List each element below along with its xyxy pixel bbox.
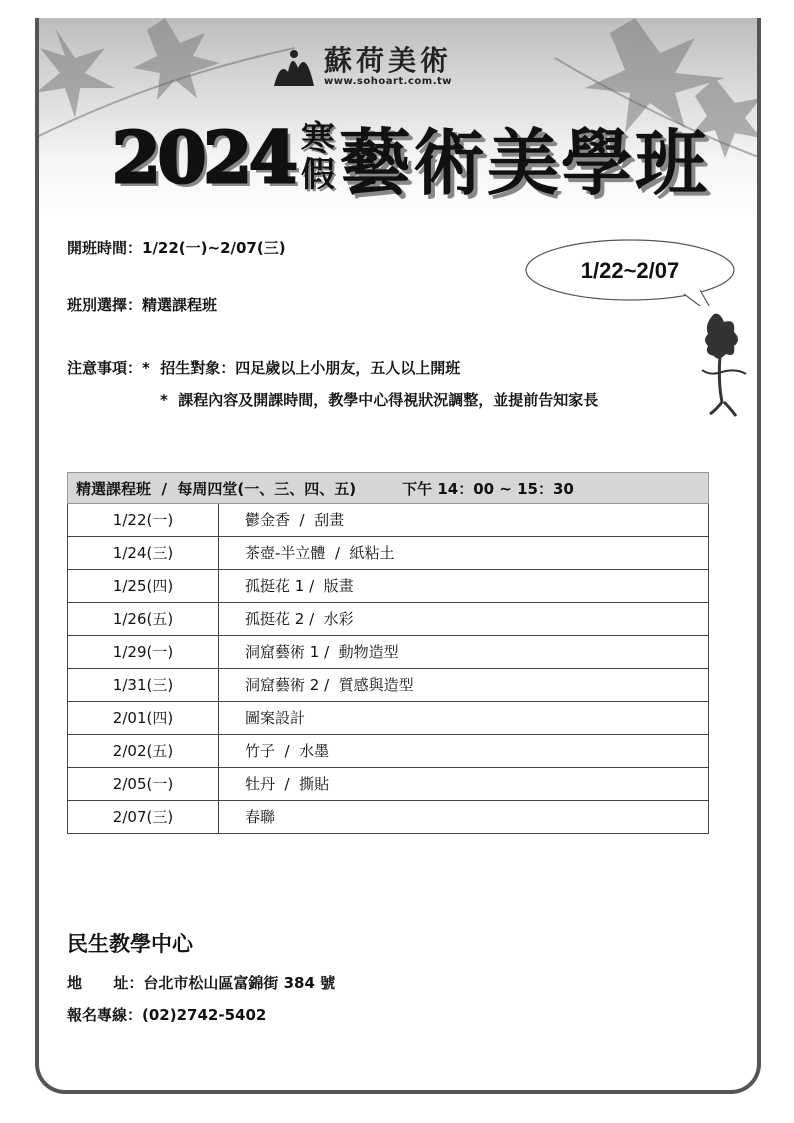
- row-course: 孤挺花 1 / 版畫: [245, 577, 354, 595]
- schedule-header: [67, 472, 709, 504]
- row-course: 春聯: [245, 808, 276, 826]
- class-line: [67, 295, 217, 315]
- period-line: [67, 238, 286, 258]
- table-row: [67, 768, 709, 801]
- row-course: 竹子 / 水墨: [245, 742, 330, 760]
- schedule-header-time: 下午 14：00 ~ 15：30: [402, 479, 574, 498]
- address-label: 地 址：: [67, 974, 144, 992]
- row-date: 1/31(三): [68, 669, 219, 701]
- center-name: 民生教學中心: [67, 932, 193, 956]
- row-date: 1/26(五): [68, 603, 219, 635]
- table-row: [67, 669, 709, 702]
- note-1: * 招生對象：四足歲以上小朋友，五人以上開班: [142, 359, 461, 377]
- class-label: 班別選擇：: [67, 296, 143, 314]
- title-season-bottom: 假: [300, 155, 335, 195]
- table-row: [67, 702, 709, 735]
- title-main: 藝術美學班: [338, 120, 709, 205]
- lotus-logo-icon: [270, 42, 318, 90]
- row-date: 2/02(五): [68, 735, 219, 767]
- brand-url: www.sohoart.com.tw: [324, 75, 453, 87]
- note-2: * 課程內容及開課時間，教學中心得視狀況調整，並提前告知家長: [160, 391, 599, 409]
- phone-line: [67, 1004, 266, 1025]
- phone-label: 報名專線：: [67, 1006, 143, 1024]
- row-course: 洞窟藝術 2 / 質感與造型: [245, 676, 414, 694]
- table-row: [67, 570, 709, 603]
- row-date: 2/07(三): [68, 801, 219, 833]
- phone-value: (02)2742-5402: [142, 1006, 267, 1024]
- class-value: 精選課程班: [142, 296, 218, 314]
- schedule-header-class: 精選課程班 / 每周四堂(一、三、四、五): [76, 479, 357, 498]
- table-row: [67, 504, 709, 537]
- row-course: 孤挺花 2 / 水彩: [245, 610, 354, 628]
- title-season-top: 寒: [300, 119, 335, 159]
- table-row: [67, 537, 709, 570]
- page-title: [112, 112, 709, 205]
- notes-line-2: [160, 390, 598, 410]
- row-date: 1/25(四): [68, 570, 219, 602]
- period-label: 開班時間：: [67, 239, 143, 257]
- row-date: 2/05(一): [68, 768, 219, 800]
- table-row: [67, 603, 709, 636]
- notes-line-1: [67, 358, 460, 378]
- cartoon-figure-icon: [696, 312, 756, 422]
- bubble-text: 1/22~2/07: [580, 258, 680, 283]
- row-course: 鬱金香 / 刮畫: [245, 511, 345, 529]
- row-course: 洞窟藝術 1 / 動物造型: [245, 643, 399, 661]
- row-date: 1/24(三): [68, 537, 219, 569]
- notes-label: 注意事項：: [67, 359, 143, 377]
- title-season: [301, 121, 335, 193]
- brand-logo: [270, 40, 452, 92]
- row-date: 2/01(四): [68, 702, 219, 734]
- address-line: [67, 972, 335, 993]
- row-date: 1/22(一): [68, 504, 219, 536]
- row-course: 牡丹 / 撕貼: [245, 775, 330, 793]
- table-row: [67, 801, 709, 834]
- title-year: 2024: [112, 115, 295, 199]
- schedule-table: [67, 504, 709, 834]
- row-date: 1/29(一): [68, 636, 219, 668]
- row-course: 圖案設計: [245, 709, 306, 727]
- period-value: 1/22(一)~2/07(三): [142, 239, 286, 257]
- table-row: [67, 636, 709, 669]
- address-value: 台北市松山區富錦街 384 號: [143, 974, 336, 992]
- row-course: 茶壺-半立體 / 紙粘土: [245, 544, 395, 562]
- brand-name: 蘇荷美術: [324, 43, 453, 77]
- table-row: [67, 735, 709, 768]
